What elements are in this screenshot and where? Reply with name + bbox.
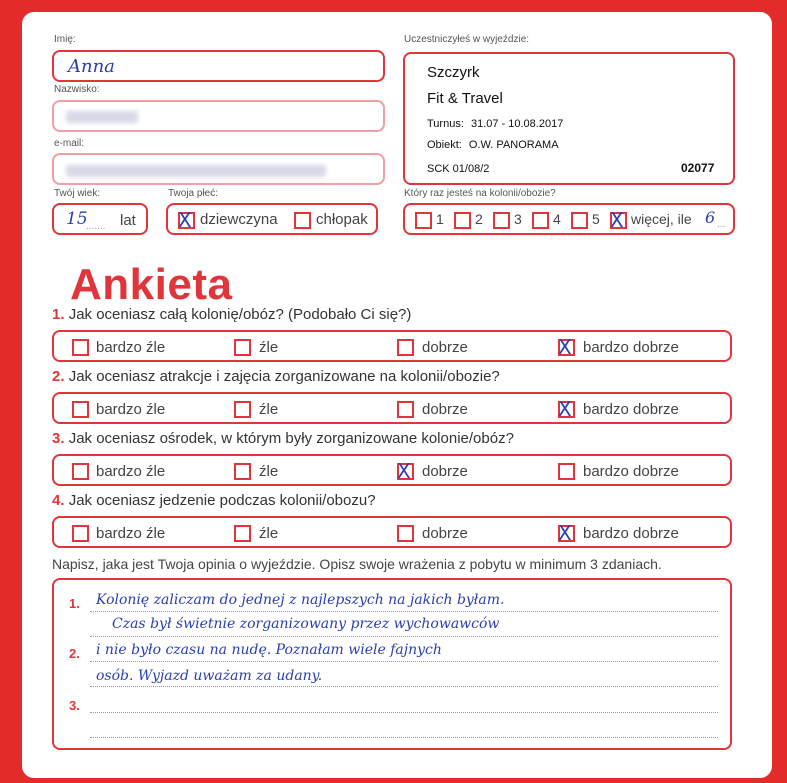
check-mark: X — [558, 335, 572, 359]
email-label: e-mail: — [54, 138, 85, 149]
q2-option-zle: źle — [259, 401, 279, 418]
q4-checkbox-bardzo-dobrze[interactable] — [558, 521, 575, 545]
question-1-number: 1. — [52, 306, 65, 323]
email-field[interactable] — [52, 153, 385, 185]
checkbox-times-3[interactable] — [493, 212, 510, 229]
q1-checkbox-dobrze[interactable] — [397, 339, 414, 356]
question-1 — [52, 306, 411, 323]
trip-place: Szczyrk — [427, 64, 480, 81]
opinion-text-line-2: Czas był świetnie zorganizowany przez wychowawców — [112, 616, 500, 632]
question-3-text: Jak oceniasz ośrodek, w którym były zorganizowane kolonie/obóz? — [68, 430, 514, 447]
q3-checkbox-zle[interactable] — [234, 463, 251, 480]
checkbox-times-5[interactable] — [571, 212, 588, 229]
name-value: Anna — [68, 56, 115, 77]
obiekt-label: Obiekt: — [427, 139, 462, 151]
age-value: 15 — [66, 209, 88, 229]
q2-option-bardzo-dobrze: bardzo dobrze — [583, 401, 679, 418]
q3-checkbox-bardzo-dobrze[interactable] — [558, 463, 575, 480]
question-1-text: Jak oceniasz całą kolonię/obóz? (Podobało Ci się?) — [68, 306, 412, 323]
q3-checkbox-bardzo-zle[interactable] — [72, 463, 89, 480]
trip-turnus — [427, 118, 563, 130]
age-dots: ....... — [86, 221, 106, 232]
turnus-value: 31.07 - 10.08.2017 — [470, 118, 564, 130]
gender-option-dziewczyna: dziewczyna — [200, 211, 278, 228]
checkbox-times-2[interactable] — [454, 212, 471, 229]
gender-label: Twoja płeć: — [168, 188, 219, 199]
opinion-line-number-3: 3. — [69, 698, 80, 713]
checkbox-times-4[interactable] — [532, 212, 549, 229]
question-3 — [52, 430, 514, 447]
times-more-label: więcej, ile — [631, 211, 692, 227]
times-option-1: 1 — [436, 211, 444, 227]
question-4-options — [52, 516, 732, 548]
times-option-4: 4 — [553, 211, 561, 227]
q1-option-bardzo-zle: bardzo źle — [96, 339, 166, 356]
opinion-rule — [90, 686, 718, 687]
q3-checkbox-dobrze[interactable] — [397, 459, 414, 483]
times-field — [403, 203, 735, 235]
opinion-rule — [90, 611, 718, 612]
question-2-number: 2. — [52, 368, 65, 385]
trip-code: SCK 01/08/2 — [427, 163, 490, 175]
question-4 — [52, 492, 376, 509]
q2-checkbox-dobrze[interactable] — [397, 401, 414, 418]
times-label: Który raz jesteś na kolonii/obozie? — [404, 188, 556, 199]
q3-option-dobrze: dobrze — [422, 463, 468, 480]
opinion-text-line-1: Kolonię zaliczam do jednej z najlepszych na jakich byłam. — [96, 592, 505, 608]
times-dots: ... — [717, 219, 726, 230]
age-unit: lat — [120, 212, 136, 229]
q3-option-zle: źle — [259, 463, 279, 480]
question-3-options — [52, 454, 732, 486]
blurred-email — [66, 165, 326, 177]
q2-option-bardzo-zle: bardzo źle — [96, 401, 166, 418]
question-4-text: Jak oceniasz jedzenie podczas kolonii/obozu? — [68, 492, 376, 509]
turnus-label: Turnus: — [427, 118, 464, 130]
question-2 — [52, 368, 500, 385]
surname-field[interactable] — [52, 100, 385, 132]
opinion-text-line-4: osób. Wyjazd uważam za udany. — [96, 668, 323, 684]
q2-checkbox-bardzo-zle[interactable] — [72, 401, 89, 418]
q2-checkbox-bardzo-dobrze[interactable] — [558, 397, 575, 421]
q1-option-bardzo-dobrze: bardzo dobrze — [583, 339, 679, 356]
q4-checkbox-bardzo-zle[interactable] — [72, 525, 89, 542]
checkbox-times-more[interactable] — [610, 208, 627, 232]
q4-option-bardzo-dobrze: bardzo dobrze — [583, 525, 679, 542]
trip-box — [403, 52, 735, 185]
opinion-prompt: Napisz, jaka jest Twoja opinia o wyjeździe. Opisz swoje wrażenia z pobytu w minimum 3 zdaniach. — [52, 556, 662, 572]
trip-company: Fit & Travel — [427, 90, 503, 107]
name-label: Imię: — [54, 34, 76, 45]
form-paper — [22, 12, 772, 778]
question-3-number: 3. — [52, 430, 65, 447]
check-mark: X — [397, 459, 411, 483]
opinion-rule — [90, 737, 718, 738]
check-mark: X — [178, 208, 192, 232]
obiekt-value: O.W. PANORAMA — [468, 139, 559, 151]
opinion-text-line-3: i nie było czasu na nudę. Poznałam wiele fajnych — [96, 642, 442, 658]
page-title: Ankieta — [70, 260, 233, 309]
blurred-surname — [66, 111, 138, 123]
q4-checkbox-zle[interactable] — [234, 525, 251, 542]
q1-checkbox-zle[interactable] — [234, 339, 251, 356]
q2-option-dobrze: dobrze — [422, 401, 468, 418]
q4-option-zle: źle — [259, 525, 279, 542]
checkbox-chlopak[interactable] — [294, 212, 311, 229]
gender-field — [166, 203, 378, 235]
q1-option-zle: źle — [259, 339, 279, 356]
surname-label: Nazwisko: — [54, 84, 100, 95]
opinion-field[interactable] — [52, 578, 732, 750]
q1-checkbox-bardzo-dobrze[interactable] — [558, 335, 575, 359]
opinion-rule — [90, 661, 718, 662]
q3-option-bardzo-dobrze: bardzo dobrze — [583, 463, 679, 480]
trip-label: Uczestniczyłeś w wyjeździe: — [404, 34, 530, 45]
times-more-value: 6 — [705, 208, 716, 227]
q4-checkbox-dobrze[interactable] — [397, 525, 414, 542]
opinion-line-number-1: 1. — [69, 596, 80, 611]
name-field[interactable] — [52, 50, 385, 82]
check-mark: X — [558, 397, 572, 421]
opinion-rule — [90, 712, 718, 713]
question-2-text: Jak oceniasz atrakcje i zajęcia zorganizowane na kolonii/obozie? — [68, 368, 500, 385]
gender-option-chlopak: chłopak — [316, 211, 368, 228]
opinion-line-number-2: 2. — [69, 646, 80, 661]
q1-checkbox-bardzo-zle[interactable] — [72, 339, 89, 356]
q1-option-dobrze: dobrze — [422, 339, 468, 356]
opinion-rule — [90, 636, 718, 637]
age-label: Twój wiek: — [54, 188, 101, 199]
times-option-3: 3 — [514, 211, 522, 227]
question-2-options — [52, 392, 732, 424]
age-field[interactable] — [52, 203, 148, 235]
check-mark: X — [558, 521, 572, 545]
question-4-number: 4. — [52, 492, 65, 509]
q2-checkbox-zle[interactable] — [234, 401, 251, 418]
q4-option-dobrze: dobrze — [422, 525, 468, 542]
checkbox-times-1[interactable] — [415, 212, 432, 229]
q4-option-bardzo-zle: bardzo źle — [96, 525, 166, 542]
q3-option-bardzo-zle: bardzo źle — [96, 463, 166, 480]
trip-obiekt — [427, 139, 559, 151]
checkbox-dziewczyna[interactable] — [178, 208, 195, 232]
check-mark: X — [610, 208, 624, 232]
trip-number: 02077 — [681, 161, 715, 175]
question-1-options — [52, 330, 732, 362]
times-option-5: 5 — [592, 211, 600, 227]
times-option-2: 2 — [475, 211, 483, 227]
